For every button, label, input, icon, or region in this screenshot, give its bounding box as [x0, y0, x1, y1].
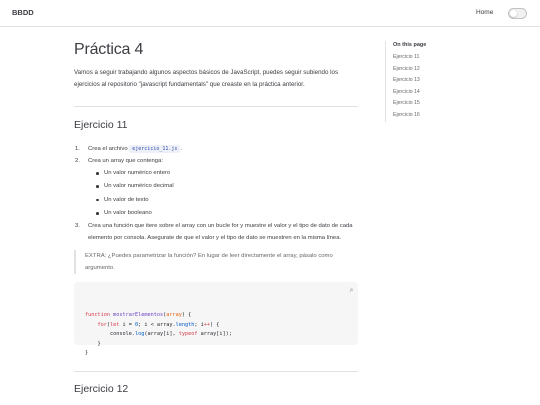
code-line: function mostrarElementos(array) { — [85, 312, 192, 319]
step-text: Crea el archivo — [88, 146, 128, 152]
toc-item[interactable]: Ejercicio 11 — [393, 54, 420, 60]
section-heading-next: Ejercicio 12 — [74, 383, 129, 396]
page-title: Práctica 4 — [74, 41, 144, 58]
toc-item[interactable]: Ejercicio 15 — [393, 100, 420, 107]
list-item: 1. Crea el archivo ejercicio_11.js . — [75, 146, 183, 152]
steps-list — [74, 143, 358, 244]
toc-title: On this page — [393, 42, 427, 48]
list-item: 3. Crea una función que itere sobre el array con un bucle for y muestre el valor y el tipo de dato de cada elemento por consola. Asegurate de que el valor y el tipo de dato se muestren en la misma línea. — [75, 223, 353, 242]
divider — [74, 106, 358, 107]
filename-code: ejercicio_11.js — [129, 145, 180, 153]
toc-item[interactable]: Ejercicio 14 — [393, 88, 420, 95]
toc-item[interactable]: Ejercicio 12 — [393, 65, 420, 72]
extra-quote: EXTRA: ¿Puedes parametrizar la función? En lugar de leer directamente el array, pásalo como argumento. — [74, 250, 358, 274]
code-line: } — [85, 340, 101, 347]
toc-item[interactable]: Ejercicio 13 — [393, 77, 420, 84]
intro-paragraph: Vamos a seguir trabajando algunos aspectos básicos de JavaScript, puedes seguir subiendo los ejercicios al repositorio "javascript fundamentals" que creaste en la práctica anterior. — [74, 69, 339, 88]
theme-toggle[interactable] — [508, 8, 527, 19]
code-block — [74, 282, 358, 357]
step-text: Crea una función que itere sobre el array con un bucle for y muestre el valor y el tipo de dato de cada elemento por consola. Asegurate de que el valor y el tipo de dato se muestren en la misma línea. — [88, 223, 353, 242]
top-navbar — [0, 0, 540, 27]
bullet-item: Un valor de texto — [92, 194, 358, 207]
table-of-contents — [385, 41, 475, 122]
bullet-item: Un valor booleano — [92, 207, 358, 220]
bullet-list — [88, 167, 358, 220]
bullet-item: Un valor numérico entero — [92, 167, 358, 180]
code-line: console.log(array[i], typeof array[i]); — [85, 331, 232, 338]
toggle-knob — [510, 10, 517, 17]
language-label: js — [349, 287, 353, 293]
list-item: 2. Crea un array que contenga: Un valor numérico entero Un valor numérico decimal Un valor de texto Un valor booleano — [81, 155, 358, 220]
site-title[interactable]: BBDD — [12, 8, 34, 17]
main-content — [74, 27, 358, 396]
code-line: } — [85, 350, 89, 357]
nav-home-link[interactable]: Home — [476, 9, 494, 16]
section-heading: Ejercicio 11 — [74, 119, 128, 131]
toc-item[interactable]: Ejercicio 16 — [393, 111, 420, 118]
step-text: Crea un array que contenga: — [88, 158, 163, 164]
code-line: for(let i = 0; i < array.length; i++) { — [97, 321, 220, 328]
bullet-item: Un valor numérico decimal — [92, 180, 358, 193]
